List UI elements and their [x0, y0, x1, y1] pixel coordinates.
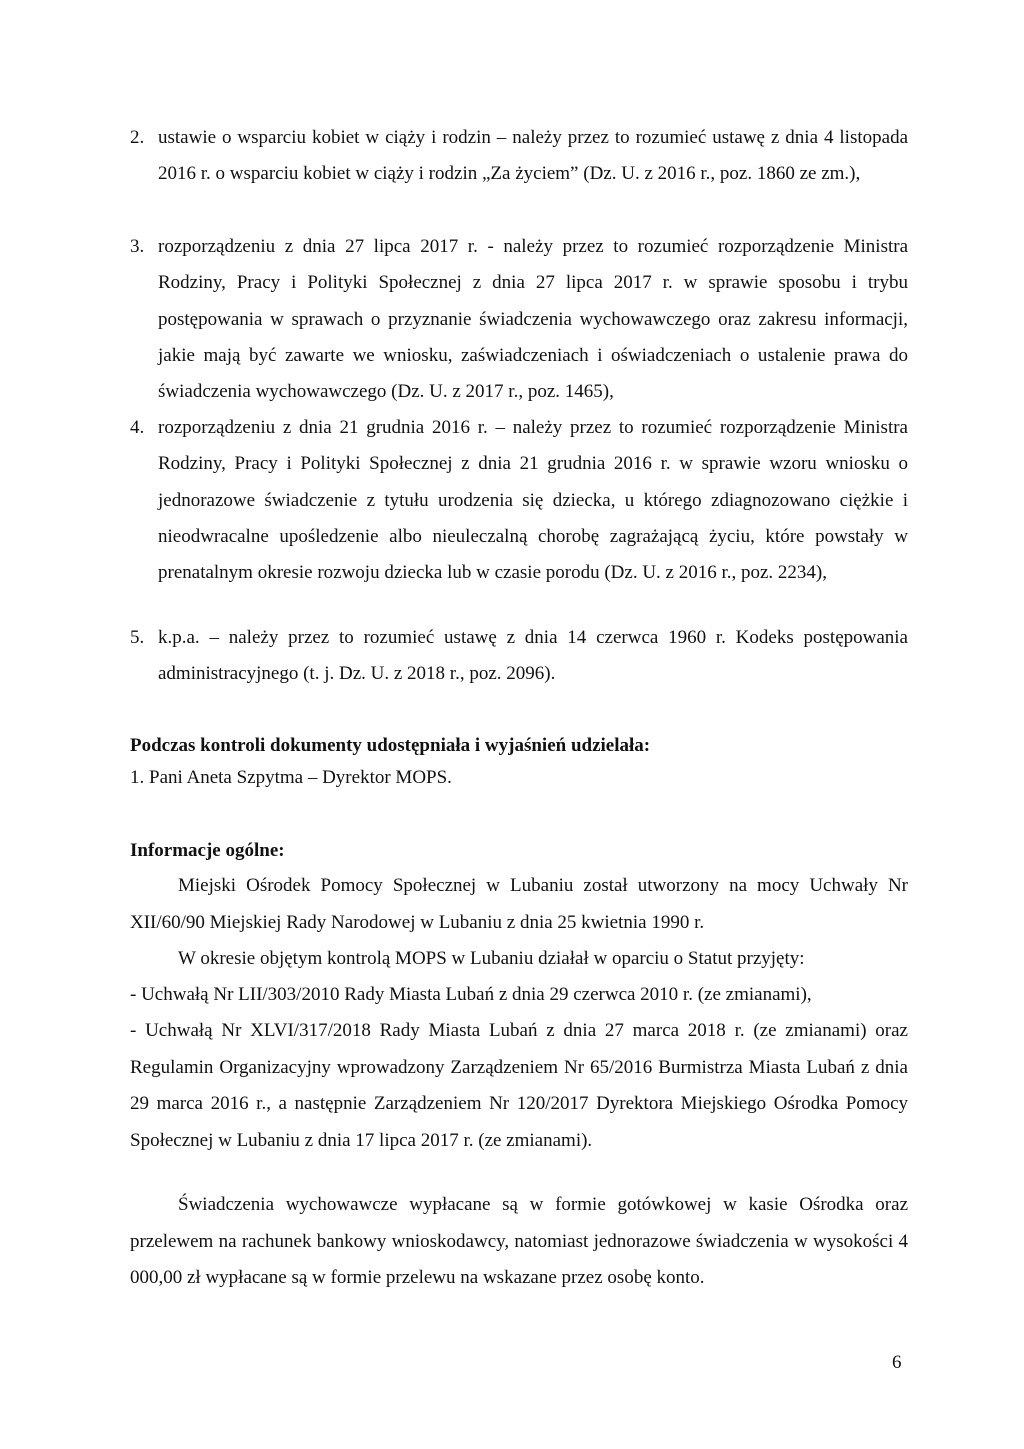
- definition-item-2: [130, 120, 908, 193]
- definition-text: rozporządzeniu z dnia 21 grudnia 2016 r. – należy przez to rozumieć rozporządzenie Ministra Rodziny, Pracy i Polityki Społecznej z dnia 21 grudnia 2016 r. w sprawie wzoru wniosku o jednorazowe świadczenie z tytułu urodzenia się dziecka, u którego zdiagnozowano ciężkie i nieodwracalne upośledzenie albo nieuleczalną chorobę zagrażającą życiu, które powstały w prenatalnym okresie rozwoju dziecka lub w czasie porodu (Dz. U. z 2016 r., poz. 2234),: [158, 417, 908, 584]
- general-info-heading: Informacje ogólne:: [130, 840, 285, 861]
- general-paragraph-4: - Uchwałą Nr XLVI/317/2018 Rady Miasta Lubań z dnia 27 marca 2018 r. (ze zmianami) oraz Regulamin Organizacyjny wprowadzony Zarządzeniem Nr 65/2016 Burmistrza Miasta Lubań z dnia 29 marca 2016 r., a następnie Zarządzeniem Nr 120/2017 Dyrektora Miejskiego Ośrodka Pomocy Społecznej w Lubaniu z dnia 17 lipca 2017 r. (ze zmianami).: [130, 1020, 908, 1151]
- definition-number: 3.: [130, 236, 145, 257]
- definition-number: 5.: [130, 627, 145, 648]
- control-person: 1. Pani Aneta Szpytma – Dyrektor MOPS.: [130, 767, 452, 788]
- general-paragraph-1: Miejski Ośrodek Pomocy Społecznej w Lubaniu został utworzony na mocy Uchwały Nr XII/60/90 Miejskiej Rady Narodowej w Lubaniu z dnia 25 kwietnia 1990 r.: [130, 875, 908, 933]
- general-line-3: - Uchwałą Nr LII/303/2010 Rady Miasta Lubań z dnia 29 czerwca 2010 r. (ze zmianami),: [130, 984, 812, 1005]
- definition-number: 4.: [130, 417, 145, 438]
- definition-item-3: [130, 229, 908, 410]
- control-heading: Podczas kontroli dokumenty udostępniała i wyjaśnień udzielała:: [130, 735, 651, 756]
- benefits-paragraph: Świadczenia wychowawcze wypłacane są w formie gotówkowej w kasie Ośrodka oraz przelewem na rachunek bankowy wnioskodawcy, natomiast jednorazowe świadczenia w wysokości 4 000,00 zł wypłacane są w formie przelewu na wskazane przez osobę konto.: [130, 1194, 908, 1288]
- definition-number: 2.: [130, 127, 145, 148]
- definition-item-5: [130, 620, 908, 693]
- definition-item-4: [130, 410, 908, 591]
- definition-text: rozporządzeniu z dnia 27 lipca 2017 r. - należy przez to rozumieć rozporządzenie Ministra Rodziny, Pracy i Polityki Społecznej z dnia 27 lipca 2017 r. w sprawie sposobu i trybu postępowania w sprawach o przyznanie świadczenia wychowawczego oraz zakresu informacji, jakie mają być zawarte we wniosku, zaświadczeniach i oświadczeniach o ustalenie prawa do świadczenia wychowawczego (Dz. U. z 2017 r., poz. 1465),: [158, 236, 908, 403]
- definition-text: k.p.a. – należy przez to rozumieć ustawę z dnia 14 czerwca 1960 r. Kodeks postępowania administracyjnego (t. j. Dz. U. z 2018 r., poz. 2096).: [158, 627, 908, 685]
- definition-text: ustawie o wsparciu kobiet w ciąży i rodzin – należy przez to rozumieć ustawę z dnia 4 listopada 2016 r. o wsparciu kobiet w ciąży i rodzin „Za życiem” (Dz. U. z 2016 r., poz. 1860 ze zm.),: [158, 127, 908, 185]
- page-number: 6: [892, 1352, 902, 1373]
- general-paragraph-2: W okresie objętym kontrolą MOPS w Lubaniu działał w oparciu o Statut przyjęty:: [178, 948, 805, 969]
